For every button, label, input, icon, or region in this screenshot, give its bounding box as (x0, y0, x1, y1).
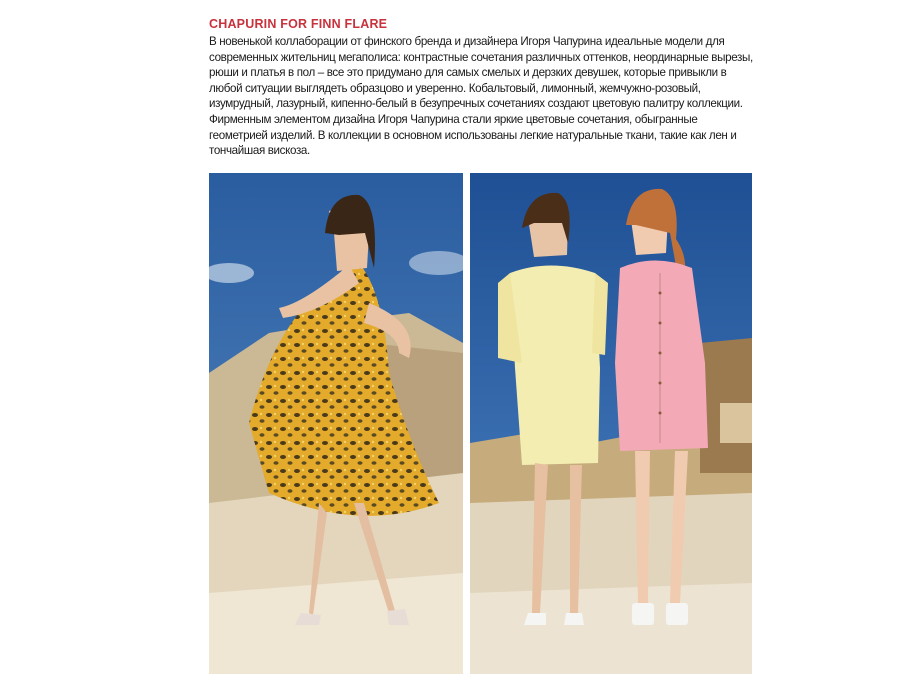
article-kicker: CHAPURIN FOR FINN FLARE (209, 17, 388, 31)
photo-lemon-and-pink-dresses-illustration (470, 173, 752, 674)
photo-yellow-dress (209, 173, 463, 674)
article-body: В новенькой коллаборации от финского бренда и дизайнера Игоря Чапурина идеальные модели для современных жительниц мегаполиса: контрастные сочетания различных оттенков, неординарные вырезы, рюши и платья в пол – все это придумано для самых смелых и дерзких девушек, которые привыкли в любой ситуации выглядеть образцово и уверенно. Кобальтовый, лимонный, жемчужно-розовый, изумрудный, лазурный, кипенно-белый в безупречных сочетаниях создают цветовую палитру коллекции. Фирменным элементом дизайна Игоря Чапурина стали яркие цветовые сочетания, обыгранные геометрией изделий. В коллекции в основном использованы легкие натуральные ткани, такие как лен и тончайшая вискоза. (209, 35, 753, 158)
photo-yellow-dress-illustration (209, 173, 463, 674)
photo-lemon-and-pink-dresses (470, 173, 752, 674)
article (209, 16, 754, 159)
